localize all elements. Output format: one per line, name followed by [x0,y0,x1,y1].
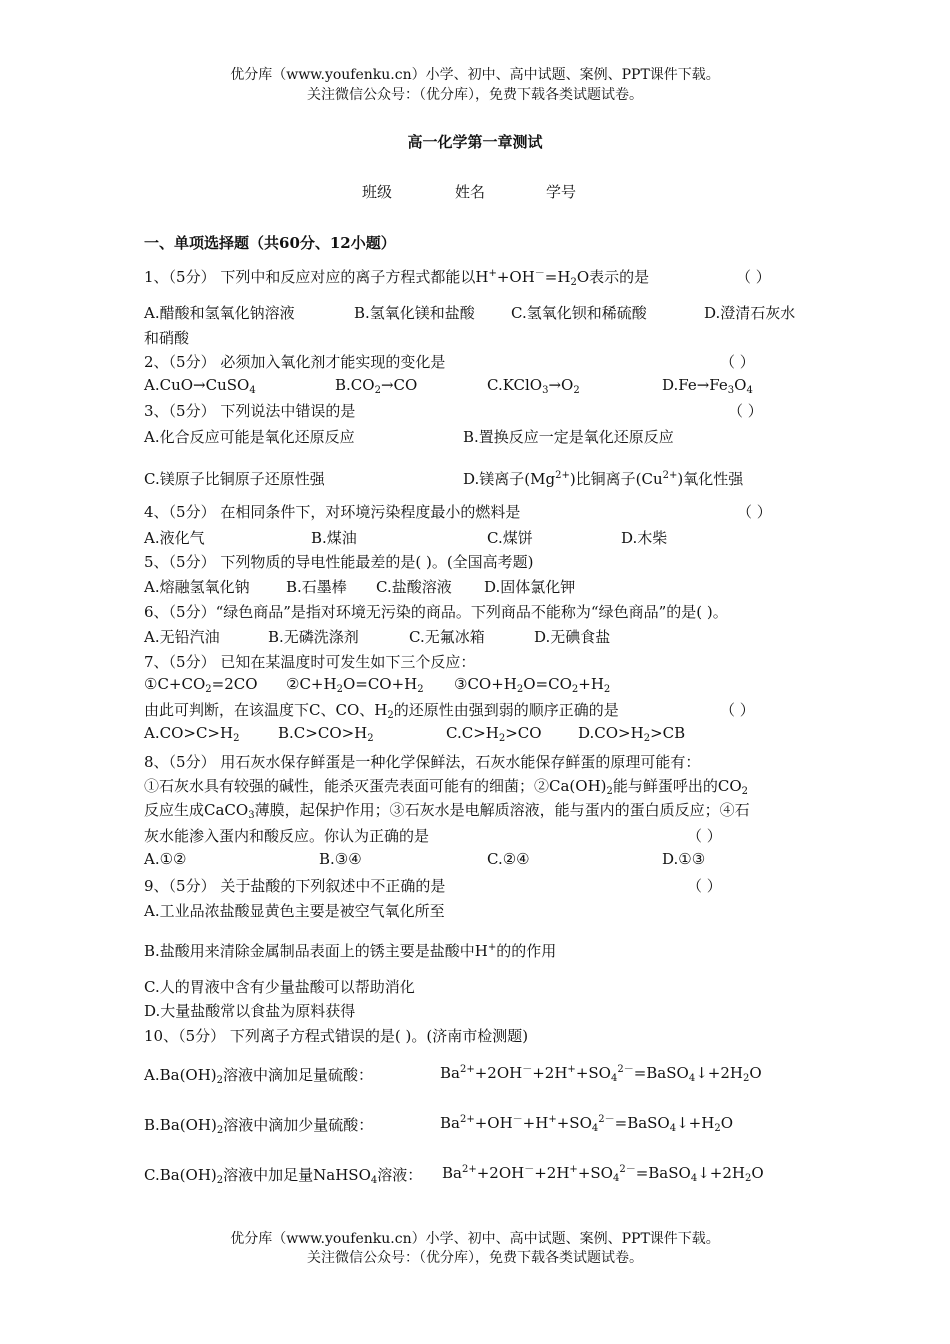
question-10-option-b-equation: $Ba^{2+}+OH^-+H^++SO_4^{2-}=BaSO_4↓+H_2O$ [440,1114,734,1134]
question-4-option-c: C.煤饼 [487,529,533,547]
question-8-line-2: ①石灰水具有较强的碱性，能杀灭蛋壳表面可能有的细菌；$②Ca(OH)_2$能与鲜蛋呼出的$CO_2$ [144,777,749,797]
question-10-option-a-label: $A.Ba(OH)_2$溶液中滴加足量硫酸： [144,1066,374,1086]
question-3-option-b: B.置换反应一定是氧化还原反应 [463,428,674,446]
question-2-option-a: A.CuO→CuSO$_4$ [144,376,256,396]
question-8-option-b: B.③④ [319,850,362,868]
question-5-option-d: D.固体氯化钾 [484,578,576,596]
question-9-option-d: D.大量盐酸常以食盐为原料获得 [144,1002,356,1020]
reaction-2: $②C+H_2O=CO+H_2$ [286,675,424,695]
question-1-option-d: D.澄清石灰水 [704,304,796,322]
question-7-option-b: $B.C>CO>H_2$ [278,724,374,744]
question-5-stem: 5、（5分） 下列物质的导电性能最差的是( )。(全国高考题) [144,553,534,571]
question-9-option-b: B.盐酸用来清除金属制品表面上的锈主要是盐酸中H+的的作用 [144,942,557,960]
question-10-option-a-equation: $Ba^{2+}+2OH^-+2H^++SO_4^{2-}=BaSO_4↓+2H_2O$ [440,1064,762,1084]
question-5-option-a: A.熔融氢氧化钠 [144,578,250,596]
question-3-option-a: A.化合反应可能是氧化还原反应 [144,428,355,446]
class-label: 班级 [362,183,393,201]
question-8-stem: 8、（5分） 用石灰水保存鲜蛋是一种化学保鲜法，石灰水能保存鲜蛋的原理可能有： [144,753,701,771]
question-8-line-3: 反应生成CaCO$_3$薄膜，起保护作用；③石灰水是电解质溶液，能与蛋内的蛋白质反应；④石 [144,801,750,821]
question-9-option-a: A.工业品浓盐酸显黄色主要是被空气氧化所至 [144,902,445,920]
question-1-option-b: B.氢氧化镁和盐酸 [354,304,475,322]
answer-blank-8: （ ） [687,827,722,845]
answer-blank-3: （ ） [728,402,763,420]
footer-line-1: 优分库（www.youfenku.cn）小学、初中、高中试题、案例、PPT课件下载。 [230,1231,720,1247]
question-8-option-d: D.①③ [662,850,706,868]
question-2-stem: 2、（5分） 必须加入氧化剂才能实现的变化是 [144,353,446,371]
answer-blank-9: （ ） [687,877,722,895]
question-10-option-c-equation: $Ba^{2+}+2OH^-+2H^++SO_4^{2-}=BaSO_4↓+2H_2O$ [442,1164,764,1184]
question-9-stem: 9、（5分） 关于盐酸的下列叙述中不正确的是 [144,877,446,895]
question-8-line-4: 灰水能渗入蛋内和酸反应。你认为正确的是 [144,827,430,845]
reaction-3: $③CO+H_2O=CO_2+H_2$ [454,675,611,695]
answer-blank-1: （ ） [736,268,771,286]
question-5-option-c: C.盐酸溶液 [376,578,452,596]
question-1-option-c: C.氢氧化钡和稀硫酸 [511,304,647,322]
question-7-option-d: $D.CO>H_2>CB$ [578,724,686,744]
question-5-option-b: B.石墨棒 [286,578,347,596]
question-4-stem: 4、（5分） 在相同条件下，对环境污染程度最小的燃料是 [144,503,521,521]
question-1-option-d-cont: 和硝酸 [144,329,190,347]
question-10-option-b-label: $B.Ba(OH)_2$溶液中滴加少量硫酸： [144,1116,374,1136]
question-8-option-c: C.②④ [487,850,530,868]
question-4-option-b: B.煤油 [311,529,357,547]
question-7-line-3: 由此可判断，在该温度下C、CO、$H_2$的还原性由强到弱的顺序正确的是 [144,701,619,721]
question-6-option-d: D.无碘食盐 [534,628,611,646]
answer-blank-4: （ ） [737,503,772,521]
question-2-option-d: $D.Fe\to Fe_3O_4$ [662,376,753,396]
question-10-stem: 10、（5分） 下列离子方程式错误的是( )。(济南市检测题) [144,1027,529,1045]
question-7-stem: 7、（5分） 已知在某温度时可发生如下三个反应： [144,653,476,671]
student-id-label: 学号 [546,183,577,201]
page-title: 高一化学第一章测试 [407,133,543,151]
question-2-option-b: $B.CO_2\to CO$ [335,376,418,396]
header-line-2: 关注微信公众号：（优分库），免费下载各类试题试卷。 [307,87,643,103]
footer-line-2: 关注微信公众号：（优分库），免费下载各类试题试卷。 [307,1250,643,1266]
answer-blank-7: （ ） [720,701,755,719]
reaction-1: $①C+CO_2=2CO$ [144,675,258,695]
question-1-stem: 1、（5分） 下列中和反应对应的离子方程式都能以$H^++OH^-=H_2O$表示的是 [144,268,650,288]
question-6-stem: 6、（5分）“绿色商品”是指对环境无污染的商品。下列商品不能称为“绿色商品”的是( )。 [144,603,728,621]
question-3-option-d: D.镁离子$(Mg^{2+})$比铜离子$(Cu^{2+})$氧化性强 [463,470,744,488]
question-4-option-a: A.液化气 [144,529,205,547]
question-2-option-c: $C.KClO_3\to O_2$ [487,376,580,396]
question-10-option-c-label: $C.Ba(OH)_2$溶液中加足量NaHSO$_4$溶液： [144,1166,423,1186]
question-6-option-a: A.无铅汽油 [144,628,220,646]
question-4-option-d: D.木柴 [621,529,668,547]
question-3-stem: 3、（5分） 下列说法中错误的是 [144,402,356,420]
question-1-option-a: A.醋酸和氢氧化钠溶液 [144,304,295,322]
question-6-option-c: C.无氟冰箱 [409,628,485,646]
question-6-option-b: B.无磷洗涤剂 [268,628,359,646]
question-3-option-c: C.镁原子比铜原子还原性强 [144,470,325,488]
answer-blank-2: （ ） [720,353,755,371]
question-7-option-a: $A.CO>C>H_2$ [144,724,240,744]
name-label: 姓名 [455,183,486,201]
question-8-option-a: A.①② [144,850,187,868]
question-7-option-c: $C.C>H_2>CO$ [446,724,542,744]
header-line-1: 优分库（www.youfenku.cn）小学、初中、高中试题、案例、PPT课件下载。 [230,67,720,83]
question-9-option-c: C.人的胃液中含有少量盐酸可以帮助消化 [144,978,415,996]
section-heading: 一、单项选择题（共60分、12小题） [144,234,396,252]
